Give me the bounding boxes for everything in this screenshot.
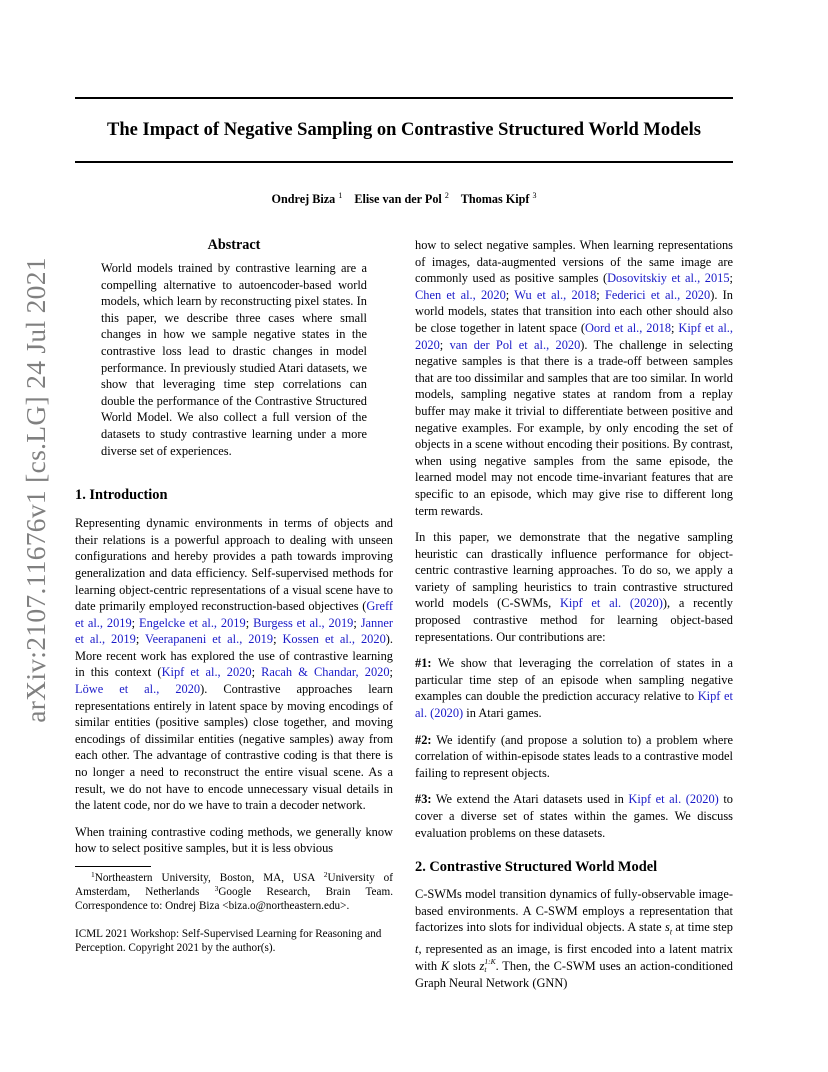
footnote-text: Google Research, Brain Team. Correspondence to: Ondrej Biza <biza.o@northeastern.edu>. (75, 886, 393, 913)
footnote-rule (75, 866, 151, 867)
paragraph-text: how to select negative samples. When learning representations of images, data-augmented versions of the same image are commonly used as positive samples ( (415, 238, 733, 286)
citation-link[interactable]: van der Pol et al., 2020 (449, 337, 581, 352)
footnote-mark: 1 (91, 870, 95, 879)
math-symbol: t (415, 942, 419, 957)
citation-link[interactable]: Kossen et al., 2020 (282, 632, 386, 647)
paragraph-text: Representing dynamic environments in terms of objects and their relations is a powerful approach to dealing with unseen configurations and hereby provides a path towards improving generalization and data efficiency. Self-supervised methods for learning object-centric representations of a visual scene have to date primarily employed reconstruction-based objectives ( (75, 516, 393, 614)
author-affiliation: 3 (532, 191, 537, 200)
paper-title: The Impact of Negative Sampling on Contrastive Structured World Models (107, 120, 701, 140)
title-bottom-rule (75, 161, 733, 163)
citation-link[interactable]: Kipf et al. (2020) (559, 596, 663, 611)
separator: ; (671, 320, 679, 335)
arxiv-watermark (16, 257, 56, 723)
copyright-notice: ICML 2021 Workshop: Self-Supervised Learning for Reasoning and Perception. Copyright 2021 by the author(s). (75, 927, 382, 954)
intro-paragraph (75, 515, 393, 814)
paragraph-text: slots (449, 959, 480, 974)
author-affiliation: 2 (444, 191, 449, 200)
citation-link[interactable]: Burgess et al., 2019 (253, 615, 354, 630)
affiliation-footnote (75, 871, 393, 914)
footnote-mark: 2 (323, 870, 328, 879)
math-symbol: K (440, 959, 450, 974)
paragraph-text: ). Contrastive approaches learn representations entirely in latent space by moving encodings of similar entities (positive samples) close together, and moving encodings of dissimilar entities (negative samples) away from each other. The advantage of contrastive coding is that there is no longer a need to reconstruct the entire visual scene. As a result, we do not have to encode unnecessary visual details in the latent code, nor do we have to train a decoder network. (75, 682, 393, 813)
math-symbol (480, 959, 496, 973)
citation-link[interactable]: Wu et al., 2018 (514, 287, 597, 302)
section-heading-cswm: 2. Contrastive Structured World Model (415, 859, 658, 876)
separator: ; (135, 632, 146, 647)
citation-link[interactable]: Federici et al., 2020 (604, 287, 711, 302)
separator: ; (729, 271, 733, 286)
separator: ; (505, 287, 515, 302)
abstract-text: World models trained by contrastive learning are a compelling alternative to autoencoder-based world models, which learn by reconstructing pixel states. In this paper, we describe three cases where small changes in how we sample negative states in the contrastive loss lead to drastic changes in model performance. In previously studied Atari datasets, we show that leveraging time step correlations can double the performance of the Contrastive Structured World Model. We also collect a full version of the datasets to study contrastive learning under a more diverse set of experiences. (101, 261, 367, 458)
section-heading-introduction: 1. Introduction (75, 487, 168, 504)
citation-link[interactable]: Janner et al., 2019 (75, 615, 394, 647)
contribution-2 (415, 732, 733, 782)
arxiv-id: arXiv:2107.11676v1 [cs.LG] 24 Jul 2021 (20, 257, 51, 723)
math-subscript: t (669, 927, 673, 937)
citation-link[interactable]: Kipf et al. (2020) (628, 792, 719, 807)
paragraph-text: to cover a diverse set of states within the games. We discuss evaluation problems on these datasets. (415, 792, 733, 840)
citation-link[interactable]: Löwe et al., 2020 (75, 682, 201, 697)
paragraph-text: . Then, the C-SWM uses an action-conditioned Graph Neural Network (GNN) (415, 959, 733, 990)
citation-link[interactable]: Dosovitskiy et al., 2015 (607, 271, 730, 286)
contribution-label: #3: (415, 792, 432, 807)
citation-link[interactable]: Chen et al., 2020 (415, 287, 506, 302)
separator: ; (131, 615, 140, 630)
footnote-mark: 3 (214, 884, 219, 894)
right-column (415, 237, 733, 991)
contribution-label: #2: (415, 732, 432, 747)
intro-paragraph-2-continued (415, 237, 733, 519)
paragraph-text: , represented as an image, is first encoded into a latent matrix with (415, 942, 733, 974)
paragraph-text: We show that leveraging the correlation of states in a particular time step of an episode when sampling negative examples can double the prediction accuracy relative to (415, 656, 733, 704)
author-name: Elise van der Pol (354, 192, 442, 206)
paragraph-text: C-SWMs model transition dynamics of fully-observable image-based environments. A C-SWM employs a representation that factorizes into slots for individual objects. A state (415, 887, 733, 935)
separator: ; (273, 632, 283, 647)
citation-link[interactable]: Racah & Chandar, 2020 (261, 665, 390, 680)
author-affiliation: 1 (338, 191, 343, 200)
intro-paragraph-3 (415, 529, 733, 645)
citation-link[interactable]: Engelcke et al., 2019 (139, 615, 246, 630)
title-top-rule (75, 97, 733, 99)
paragraph-text: We extend the Atari datasets used in (431, 792, 629, 807)
math-subscript: t (484, 965, 487, 975)
separator: ; (596, 287, 605, 302)
paragraph-text: ). In world models, states that transition into each other should also be close together in latent space ( (415, 287, 733, 335)
contribution-1 (415, 655, 733, 721)
footnote-text: University of Amsterdam, Netherlands (75, 872, 393, 899)
separator: ; (245, 615, 254, 630)
separator: ; (439, 337, 450, 352)
paragraph-text: In this paper, we demonstrate that the negative sampling heuristic can drastically influence performance for object-centric contrastive learning approaches. To do so, we apply a variety of sampling heuristics to train contrastive structured world models (C-SWMs, (415, 530, 733, 611)
intro-paragraph-2-start: When training contrastive coding methods, we generally know how to select positive samples, but it is less obvious (75, 824, 393, 856)
left-column (75, 236, 393, 955)
citation-link[interactable]: Greff et al., 2019 (75, 599, 393, 630)
separator: ; (251, 665, 262, 680)
paragraph-text: We identify (and propose a solution to) a problem where correlation of within-episode states leads to a contrastive model failing to represent objects. (415, 732, 733, 780)
author-name: Thomas Kipf (460, 192, 530, 206)
section2-paragraph (415, 886, 733, 991)
separator: ; (353, 615, 361, 630)
paragraph-text: at time step (672, 920, 734, 935)
author-list (75, 191, 733, 207)
math-base: z (479, 959, 485, 974)
paragraph-text: ), a recently proposed contrastive method for learning object-based representations. Our contributions are: (415, 596, 733, 644)
paragraph-text: ). More recent work has explored the use of contrastive learning in this context ( (75, 632, 393, 680)
paragraph-text: in Atari games. (463, 706, 542, 721)
contribution-label: #1: (415, 656, 432, 671)
citation-link[interactable]: Kipf et al., 2020 (161, 665, 252, 680)
abstract-heading: Abstract (207, 237, 261, 253)
citation-link[interactable]: Kipf et al. (2020) (415, 689, 733, 721)
paragraph-text: ). The challenge in selecting negative samples is that there is a trade-off between samples that are too dissimilar and samples that are too similar. In world models, sampling negative states at random from a replay buffer may make it trivial to differentiate between positive and negative examples. For example, by only encoding the set of objects in a scene without encoding their positions. By contrast, when using negative samples from the same episode, the learned model may not encode time-invariant features that are specific to an episode, which may give rise to different long term rewards. (415, 337, 734, 518)
author-name: Ondrej Biza (271, 192, 336, 206)
footnote-text: Northeastern University, Boston, MA, USA (94, 872, 324, 884)
citation-link[interactable]: Veerapaneni et al., 2019 (145, 632, 274, 647)
contribution-3 (415, 791, 733, 841)
math-base: s (665, 920, 670, 935)
math-superscript: 1:K (484, 957, 496, 967)
citation-link[interactable]: Kipf et al., 2020 (415, 320, 733, 352)
citation-link[interactable]: Oord et al., 2018 (584, 320, 672, 335)
separator: ; (389, 665, 393, 680)
